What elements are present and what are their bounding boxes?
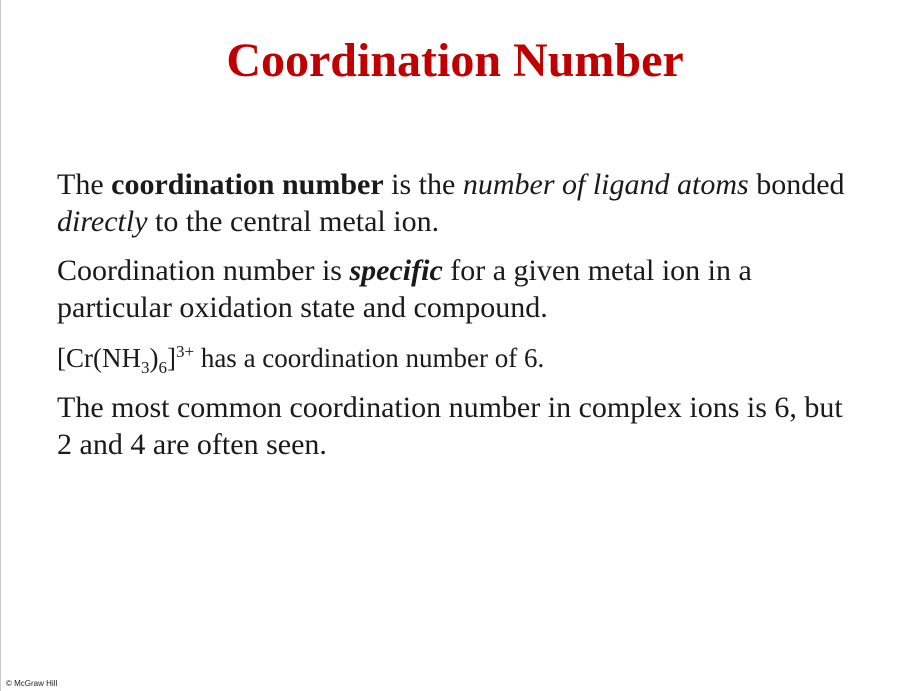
paragraph-definition	[57, 166, 857, 240]
copyright-footer: © McGraw Hill	[6, 679, 58, 688]
paragraph-specificity	[57, 252, 857, 326]
formula-text: ]	[166, 343, 176, 373]
text-span: has a coordination number of 6.	[194, 343, 545, 373]
text-span: is the	[383, 168, 463, 201]
text-span: for a given metal ion in a particular oxidation state and compound.	[57, 254, 752, 324]
term-coordination-number: coordination number	[111, 168, 384, 201]
emphasis-specific: specific	[349, 254, 443, 287]
text-span: The	[57, 168, 112, 201]
emphasis-directly: directly	[57, 205, 148, 238]
text-span: Coordination number is	[57, 254, 350, 287]
formula-charge: 3+	[175, 342, 195, 361]
slide-title: Coordination Number	[226, 34, 684, 87]
text-span: to the central metal ion.	[147, 205, 440, 238]
text-span: bonded	[748, 168, 845, 201]
paragraph-common-numbers: The most common coordination number in complex ions is 6, but 2 and 4 are often seen.	[57, 391, 843, 461]
slide-left-border	[0, 0, 1, 691]
emphasis-ligand-atoms: number of ligand atoms	[462, 168, 749, 201]
formula-text: [Cr(NH	[57, 343, 141, 373]
chemical-formula	[57, 342, 195, 377]
formula-subscript: 6	[158, 358, 167, 377]
paragraph-example	[57, 340, 857, 377]
slide-body	[57, 166, 857, 463]
formula-subscript: 3	[140, 358, 150, 377]
formula-text: )	[149, 343, 159, 373]
